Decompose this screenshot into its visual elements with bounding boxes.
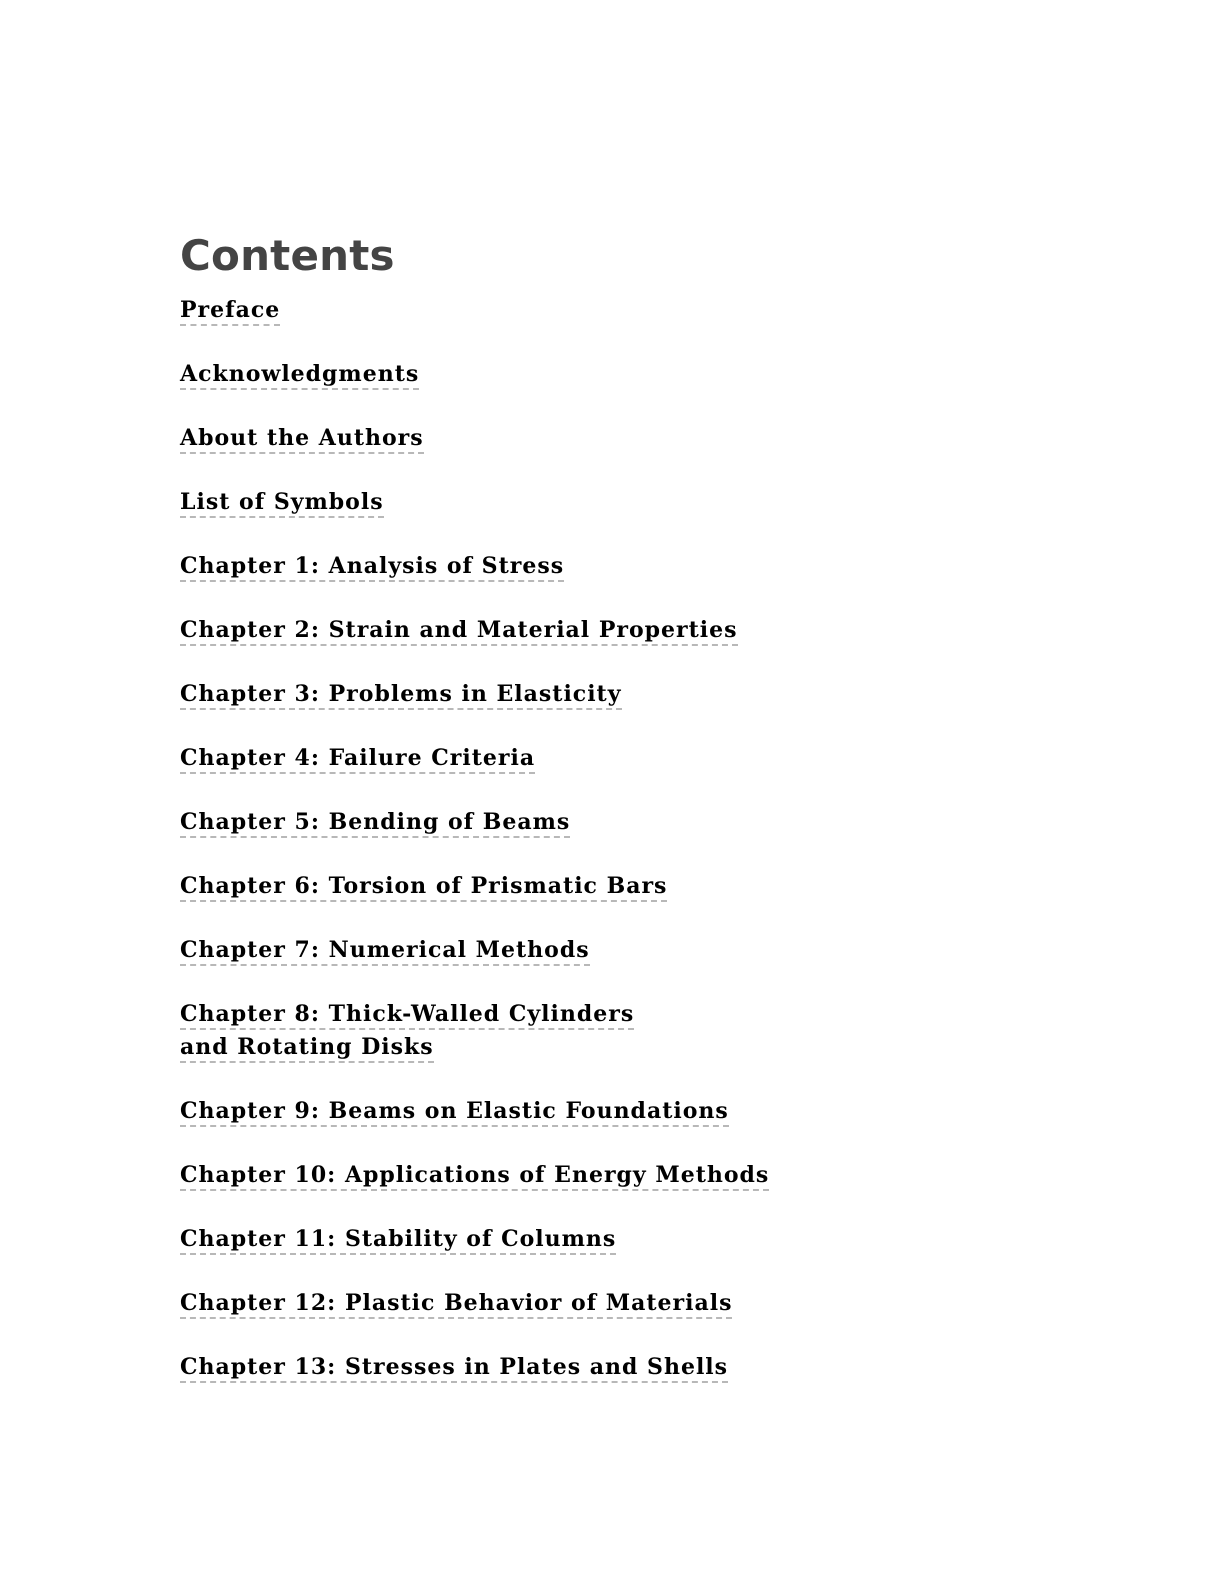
- toc-link-chapter-11[interactable]: Chapter 11: Stability of Columns: [180, 1226, 616, 1255]
- list-item: [180, 614, 780, 647]
- toc-link-chapter-8[interactable]: Chapter 8: Thick-Walled Cylinders and Rotating Disks: [180, 1001, 634, 1063]
- list-item: [180, 1287, 780, 1320]
- toc-link-chapter-6[interactable]: Chapter 6: Torsion of Prismatic Bars: [180, 873, 667, 902]
- toc-link-list-of-symbols[interactable]: List of Symbols: [180, 489, 384, 518]
- toc-link-chapter-4[interactable]: Chapter 4: Failure Criteria: [180, 745, 535, 774]
- page-title: Contents: [180, 231, 395, 280]
- list-item: [180, 1095, 780, 1128]
- list-item: [180, 294, 780, 327]
- list-item: [180, 422, 780, 455]
- toc-link-chapter-10[interactable]: Chapter 10: Applications of Energy Methods: [180, 1162, 769, 1191]
- toc-link-chapter-1[interactable]: Chapter 1: Analysis of Stress: [180, 553, 564, 582]
- list-item: [180, 1159, 780, 1192]
- toc-link-preface[interactable]: Preface: [180, 297, 280, 326]
- list-item: [180, 870, 780, 903]
- contents-page: [180, 232, 780, 1415]
- list-item: [180, 806, 780, 839]
- list-item: [180, 358, 780, 391]
- list-item: [180, 1351, 780, 1384]
- list-item: [180, 678, 780, 711]
- toc-link-chapter-9[interactable]: Chapter 9: Beams on Elastic Foundations: [180, 1098, 729, 1127]
- toc-link-acknowledgments[interactable]: Acknowledgments: [180, 361, 419, 390]
- toc-link-chapter-3[interactable]: Chapter 3: Problems in Elasticity: [180, 681, 622, 710]
- toc-link-chapter-7[interactable]: Chapter 7: Numerical Methods: [180, 937, 590, 966]
- list-item: [180, 998, 680, 1064]
- list-item: [180, 934, 780, 967]
- toc-link-about-authors[interactable]: About the Authors: [180, 425, 424, 454]
- toc-link-chapter-5[interactable]: Chapter 5: Bending of Beams: [180, 809, 570, 838]
- toc-list: [180, 294, 780, 1384]
- list-item: [180, 550, 780, 583]
- list-item: [180, 742, 780, 775]
- toc-link-chapter-2[interactable]: Chapter 2: Strain and Material Properties: [180, 617, 738, 646]
- toc-link-chapter-12[interactable]: Chapter 12: Plastic Behavior of Materials: [180, 1290, 732, 1319]
- toc-link-chapter-13[interactable]: Chapter 13: Stresses in Plates and Shells: [180, 1354, 728, 1383]
- list-item: [180, 1223, 780, 1256]
- list-item: [180, 486, 780, 519]
